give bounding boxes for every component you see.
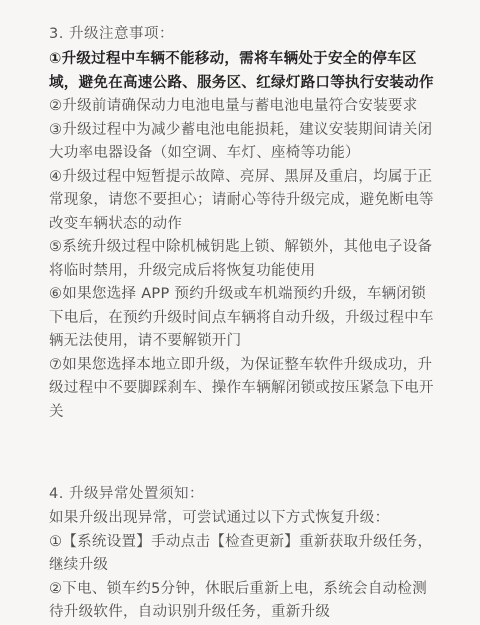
section-heading: 4. 升级异常处置须知： xyxy=(49,486,204,502)
exception-item-1: ①【系统设置】手动点击【检查更新】重新获取升级任务，继续升级 xyxy=(49,533,433,573)
precaution-item-1: ①升级过程中车辆不能移动，需将车辆处于安全的停车区域，避免在高速公路、服务区、红绿灯路口等执行安装动作 xyxy=(49,51,434,91)
exception-item-2: ②下电、锁车约5分钟，休眠后重新上电，系统会自动检测待升级软件，自动识别升级任务，重新升级 xyxy=(49,580,428,620)
section-exception-handling xyxy=(49,482,440,625)
section-upgrade-precautions xyxy=(49,22,440,424)
precaution-item-6: ⑥如果您选择 APP 预约升级或车机端预约升级，车辆闭锁下电后，在预约升级时间点车辆将自动升级，升级过程中车辆无法使用，请不要解锁开门 xyxy=(49,286,434,349)
precaution-item-3: ③升级过程中为减少蓄电池电能损耗，建议安装期间请关闭大功率电器设备（如空调、车灯、座椅等功能） xyxy=(49,121,433,161)
section-spacer xyxy=(49,424,440,482)
section-heading: 3. 升级注意事项： xyxy=(49,26,174,42)
precaution-item-5: ⑤系统升级过程中除机械钥匙上锁、解锁外，其他电子设备将临时禁用，升级完成后将恢复功能使用 xyxy=(49,239,433,279)
precaution-item-4: ④升级过程中短暂提示故障、亮屏、黑屏及重启，均属于正常现象，请您不要担心；请耐心等待升级完成，避免断电等改变车辆状态的动作 xyxy=(49,168,434,232)
precaution-item-2: ②升级前请确保动力电池电量与蓄电池电量符合安装要求 xyxy=(49,98,418,114)
exception-intro: 如果升级出现异常，可尝试通过以下方式恢复升级： xyxy=(49,510,390,526)
precaution-item-7: ⑦如果您选择本地立即升级，为保证整车软件升级成功，升级过程中不要脚踩刹车、操作车辆解闭锁或按压紧急下电开关 xyxy=(49,356,434,420)
